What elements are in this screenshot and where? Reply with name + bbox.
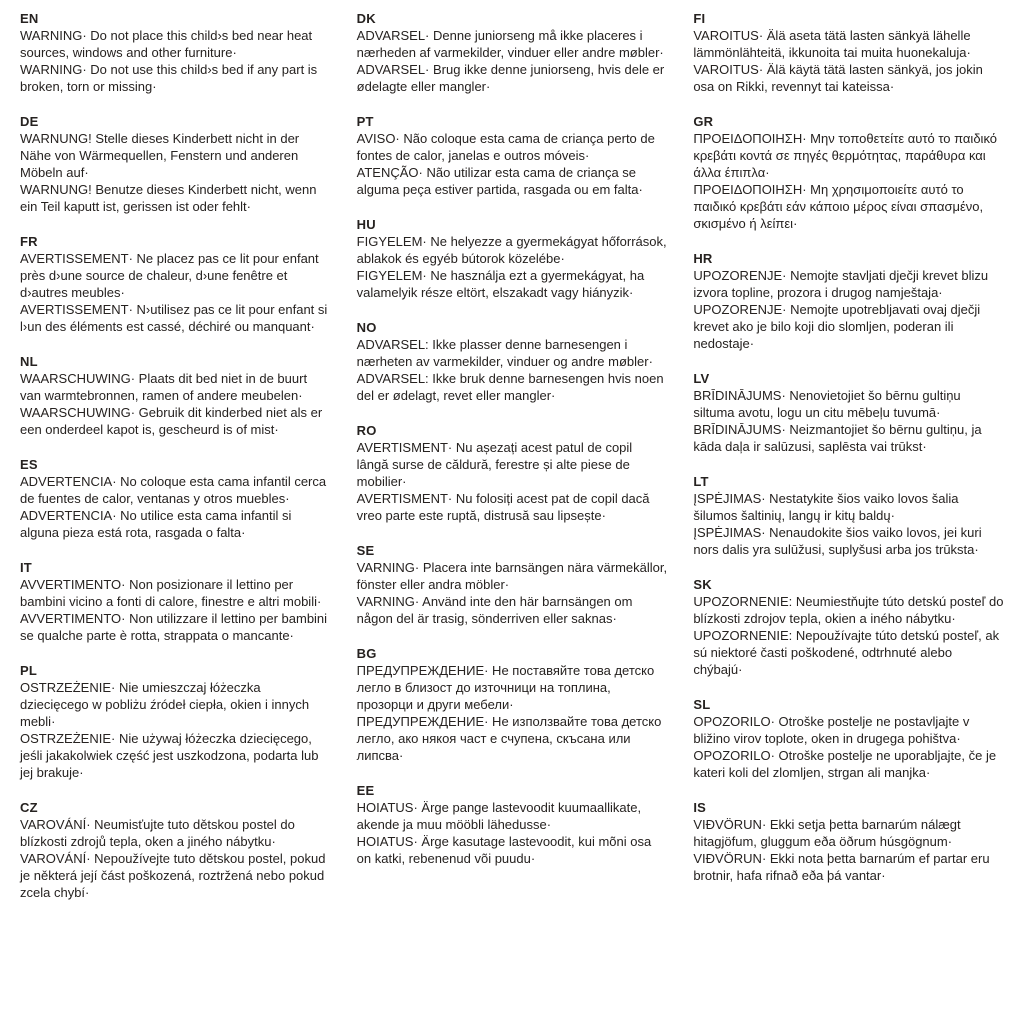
warning-paragraph: AVERTISSEMENT· N›utilisez pas ce lit pour enfant si l›un des éléments est cassé, déchiré ou manquant· [20,302,328,334]
language-section-hu [357,216,668,301]
language-code-heading: DE [20,114,39,129]
warning-paragraph: OPOZORILO· Otroške postelje ne postavljajte v bližino virov toplote, oken in drugega pohištva· [693,714,970,746]
warning-paragraph: UPOZORENJE· Nemojte upotrebljavati ovaj dječji krevet ako je bilo koji dio slomljen, poderan ili nedostaje· [693,302,981,351]
language-code-heading: SK [693,577,712,592]
language-section-nl [20,353,331,438]
language-section-sk [693,576,1004,678]
language-section-fi [693,10,1004,95]
language-section-es [20,456,331,541]
warning-paragraph: UPOZORNENIE: Nepoužívajte túto detskú posteľ, ak sú niektoré časti poškodené, odtrhnuté alebo chýbajú· [693,628,1000,677]
warning-paragraph: ĮSPĖJIMAS· Nenaudokite šios vaiko lovos, jei kuri nors dalis yra sulūžusi, suplyšusi arba jos trūksta· [693,525,982,557]
warning-paragraph: UPOZORENJE· Nemojte stavljati dječji krevet blizu izvora topline, prozora i drugog namještaja· [693,268,989,300]
warning-paragraph: ΠΡΟΕΙΔΟΠΟΙΗΣΗ· Μην τοποθετείτε αυτό το παιδικό κρεβάτι κοντά σε πηγές θερμότητας, παράθυρα και άλλα έπιπλα· [693,131,998,180]
language-section-ro [357,422,668,524]
language-section-cz [20,799,331,901]
warning-paragraph: WARNUNG! Benutze dieses Kinderbett nicht, wenn ein Teil kaputt ist, gerissen ist oder fehlt· [20,182,317,214]
language-section-lv [693,370,1004,455]
warning-paragraph: OSTRZEŻENIE· Nie umieszczaj łóżeczka dziecięcego w pobliżu źródeł ciepła, okien i innych mebli· [20,680,310,729]
warning-column-2 [357,10,668,1016]
warning-paragraph: WAARSCHUWING· Gebruik dit kinderbed niet als er een onderdeel kapot is, gescheurd is of mist· [20,405,323,437]
warning-paragraph: ADVERTENCIA· No coloque esta cama infantil cerca de fuentes de calor, ventanas y otros muebles· [20,474,327,506]
language-section-sl [693,696,1004,781]
language-code-heading: RO [356,423,377,438]
warning-paragraph: WARNING· Do not place this child›s bed near heat sources, windows and other furniture· [20,28,313,60]
warning-paragraph: VARNING· Placera inte barnsängen nära värmekällor, fönster eller andra möbler· [356,560,668,592]
warning-column-3 [693,10,1004,1016]
warning-paragraph: ADVERTENCIA· No utilice esta cama infantil si alguna pieza está rota, rasgada o falta· [20,508,292,540]
language-section-pl [20,662,331,781]
language-code-heading: SL [693,697,711,712]
warning-paragraph: ПРЕДУПРЕЖДЕНИЕ· Не поставяйте това детско легло в близост до източници на топлина, прозорци и други мебели· [356,663,655,712]
warning-paragraph: VIÐVÖRUN· Ekki setja þetta barnarúm nálægt hitagjöfum, gluggum eða öðrum húsgögnum· [693,817,961,849]
warning-column-1 [20,10,331,1016]
warning-paragraph: VAROVÁNÍ· Nepoužívejte tuto dětskou postel, pokud je některá její část poškozená, roztržená nebo pokud zcela chybí· [20,851,326,900]
warning-paragraph: AVERTISMENT· Nu folosiți acest pat de copil dacă vreo parte este ruptă, distrusă sau lipsește· [356,491,650,523]
language-code-heading: PL [20,663,38,678]
warning-paragraph: BRĪDINĀJUMS· Nenovietojiet šo bērnu gultiņu siltuma avotu, logu un citu mēbeļu tuvumā· [693,388,961,420]
language-section-is [693,799,1004,884]
language-code-heading: GR [693,114,714,129]
warning-paragraph: AVERTISSEMENT· Ne placez pas ce lit pour enfant près d›une source de chaleur, d›une fenêtre et d›autres meubles· [20,251,319,300]
language-section-lt [693,473,1004,558]
language-section-gr [693,113,1004,232]
language-code-heading: HU [356,217,376,232]
language-section-en [20,10,331,95]
language-section-ee [357,782,668,867]
language-code-heading: IT [20,560,32,575]
language-section-fr [20,233,331,335]
language-code-heading: BG [356,646,377,661]
warning-paragraph: UPOZORNENIE: Neumiestňujte túto detskú posteľ do blízkosti zdrojov tepla, okien a iného nábytku· [693,594,1004,626]
warning-paragraph: VIÐVÖRUN· Ekki nota þetta barnarúm ef partar eru brotnir, hafa rifnað eða þá vantar· [693,851,990,883]
language-code-heading: NO [356,320,377,335]
warning-paragraph: OSTRZEŻENIE· Nie używaj łóżeczka dziecięcego, jeśli jakakolwiek część jest uszkodzona, podarta lub jej brakuje· [20,731,319,780]
language-section-it [20,559,331,644]
warning-paragraph: ΠΡΟΕΙΔΟΠΟΙΗΣΗ· Μη χρησιμοποιείτε αυτό το παιδικό κρεβάτι εάν κάποιο μέρος είναι σπασμένο, σκισμένο ή λείπει· [693,182,984,231]
language-code-heading: CZ [20,800,38,815]
language-code-heading: LV [693,371,710,386]
language-section-dk [357,10,668,95]
language-code-heading: EE [356,783,375,798]
language-section-se [357,542,668,627]
language-section-no [357,319,668,404]
language-code-heading: HR [693,251,713,266]
language-code-heading: SE [356,543,375,558]
language-section-de [20,113,331,215]
language-code-heading: FI [693,11,706,26]
warning-paragraph: WARNUNG! Stelle dieses Kinderbett nicht in der Nähe von Wärmequellen, Fenstern und anderen Möbeln auf· [20,131,300,180]
warning-paragraph: ADVARSEL: Ikke plasser denne barnesengen i nærheten av varmekilder, vinduer og andre møbler· [356,337,653,369]
language-section-bg [357,645,668,764]
language-section-pt [357,113,668,198]
warning-paragraph: ADVARSEL: Ikke bruk denne barnesengen hvis noen del er ødelagt, revet eller mangler· [356,371,664,403]
language-code-heading: NL [20,354,38,369]
language-code-heading: PT [356,114,374,129]
warning-paragraph: ADVARSEL· Brug ikke denne juniorseng, hvis dele er ødelagte eller mangler· [356,62,665,94]
warning-paragraph: FIGYELEM· Ne használja ezt a gyermekágyat, ha valamelyik része eltört, elszakadt vagy hiányzik· [356,268,645,300]
warning-paragraph: WAARSCHUWING· Plaats dit bed niet in de buurt van warmtebronnen, ramen of andere meubelen· [20,371,308,403]
language-code-heading: IS [693,800,707,815]
language-code-heading: LT [693,474,709,489]
warning-paragraph: ADVARSEL· Denne juniorseng må ikke placeres i nærheden af varmekilder, vinduer eller andre møbler· [356,28,664,60]
warning-paragraph: WARNING· Do not use this child›s bed if any part is broken, torn or missing· [20,62,318,94]
language-code-heading: ES [20,457,38,472]
warning-paragraph: VAROITUS· Älä aseta tätä lasten sänkyä lähelle lämmönlähteitä, ikkunoita tai muita huonekaluja· [693,28,971,60]
warning-paragraph: VAROVÁNÍ· Neumisťujte tuto dětskou postel do blízkosti zdrojů tepla, oken a jiného nábytku· [20,817,295,849]
warning-paragraph: FIGYELEM· Ne helyezze a gyermekágyat hőforrások, ablakok és egyéb bútorok közelébe· [356,234,667,266]
warning-paragraph: HOIATUS· Ärge pange lastevoodit kuumaallikate, akende ja muu mööbli lähedusse· [356,800,642,832]
warning-paragraph: ПРЕДУПРЕЖДЕНИЕ· Не използвайте това детско легло, ако някоя част е счупена, скъсана или липсва· [356,714,662,763]
language-code-heading: EN [20,11,39,26]
warning-paragraph: ATENÇÃO· Não utilizar esta cama de criança se alguma peça estiver partida, rasgada ou em falta· [356,165,643,197]
warning-paragraph: AVISO· Não coloque esta cama de criança perto de fontes de calor, janelas e outros móveis· [356,131,655,163]
language-code-heading: DK [356,11,376,26]
warning-paragraph: OPOZORILO· Otroške postelje ne uporabljajte, če je kateri koli del zlomljen, strgan ali manjka· [693,748,997,780]
warning-paragraph: VAROITUS· Älä käytä tätä lasten sänkyä, jos jokin osa on Rikki, revennyt tai kateissa· [693,62,983,94]
language-code-heading: FR [20,234,38,249]
warning-paragraph: VARNING· Använd inte den här barnsängen om någon del är trasig, sönderriven eller saknas· [356,594,633,626]
warning-paragraph: AVVERTIMENTO· Non posizionare il lettino per bambini vicino a fonti di calore, finestre e altri mobili· [20,577,322,609]
warning-paragraph: ĮSPĖJIMAS· Nestatykite šios vaiko lovos šalia šilumos šaltinių, langų ir kitų baldų· [693,491,959,523]
language-section-hr [693,250,1004,352]
warning-paragraph: HOIATUS· Ärge kasutage lastevoodit, kui mõni osa on katki, rebenenud või puudu· [356,834,652,866]
warning-paragraph: BRĪDINĀJUMS· Neizmantojiet šo bērnu gultiņu, ja kāda daļa ir salūzusi, saplēsta vai trūkst· [693,422,982,454]
warning-paragraph: AVERTISMENT· Nu așezați acest patul de copil lângă surse de căldură, ferestre și alte piese de mobilier· [356,440,633,489]
warning-paragraph: AVVERTIMENTO· Non utilizzare il lettino per bambini se qualche parte è rotta, strappata o mancante· [20,611,328,643]
